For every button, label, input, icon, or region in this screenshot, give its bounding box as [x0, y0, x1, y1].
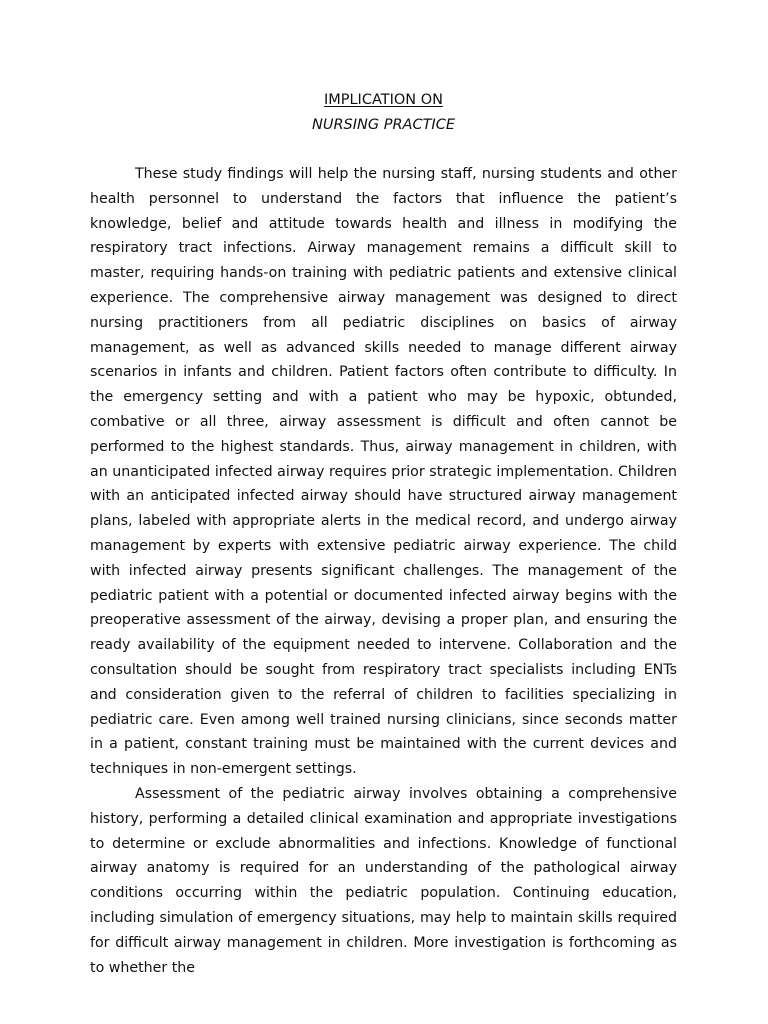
document-title: IMPLICATION ON	[323, 92, 444, 108]
body-paragraph: Assessment of the pediatric airway involves obtaining a comprehensive history, performing a detailed clinical examination and appropriate investigations to determine or exclude abnormalities and infections. Knowledge of functional airway anatomy is required for an understanding of the pathological airway conditions occurring within the pediatric population. Continuing education, including simulation of emergency situations, may help to maintain skills required for difficult airway management in children. More investigation is forthcoming as to whether the	[90, 785, 677, 976]
document-subtitle: NURSING PRACTICE	[312, 117, 455, 133]
body-paragraph: These study findings will help the nursing staff, nursing students and other health personnel to understand the factors that influence the patient’s knowledge, belief and attitude towards health and illness in modifying the respiratory tract infections. Airway management remains a difficult skill to master, requiring hands-on training with pediatric patients and extensive clinical experience. The comprehensive airway management was designed to direct nursing practitioners from all pediatric disciplines on basics of airway management, as well as advanced skills needed to manage different airway scenarios in infants and children. Patient factors often contribute to difficulty. In the emergency setting and with a patient who may be hypoxic, obtunded, combative or all three, airway assessment is difficult and often cannot be performed to the highest standards. Thus, airway management in children, with an unanticipated infected airway requires prior strategic implementation. Children with an anticipated infected airway should have structured airway management plans, labeled with appropriate alerts in the medical record, and undergo airway management by experts with extensive pediatric airway experience. The child with infected airway presents significant challenges. The management of the pediatric patient with a potential or documented infected airway begins with the preoperative assessment of the airway, devising a proper plan, and ensuring the ready availability of the equipment needed to intervene. Collaboration and the consultation should be sought from respiratory tract specialists including ENTs and consideration given to the referral of children to facilities specializing in pediatric care. Even among well trained nursing clinicians, since seconds matter in a patient, constant training must be maintained with the current devices and techniques in non-emergent settings.	[90, 166, 677, 778]
document-body	[90, 162, 677, 980]
document-page	[90, 88, 677, 980]
